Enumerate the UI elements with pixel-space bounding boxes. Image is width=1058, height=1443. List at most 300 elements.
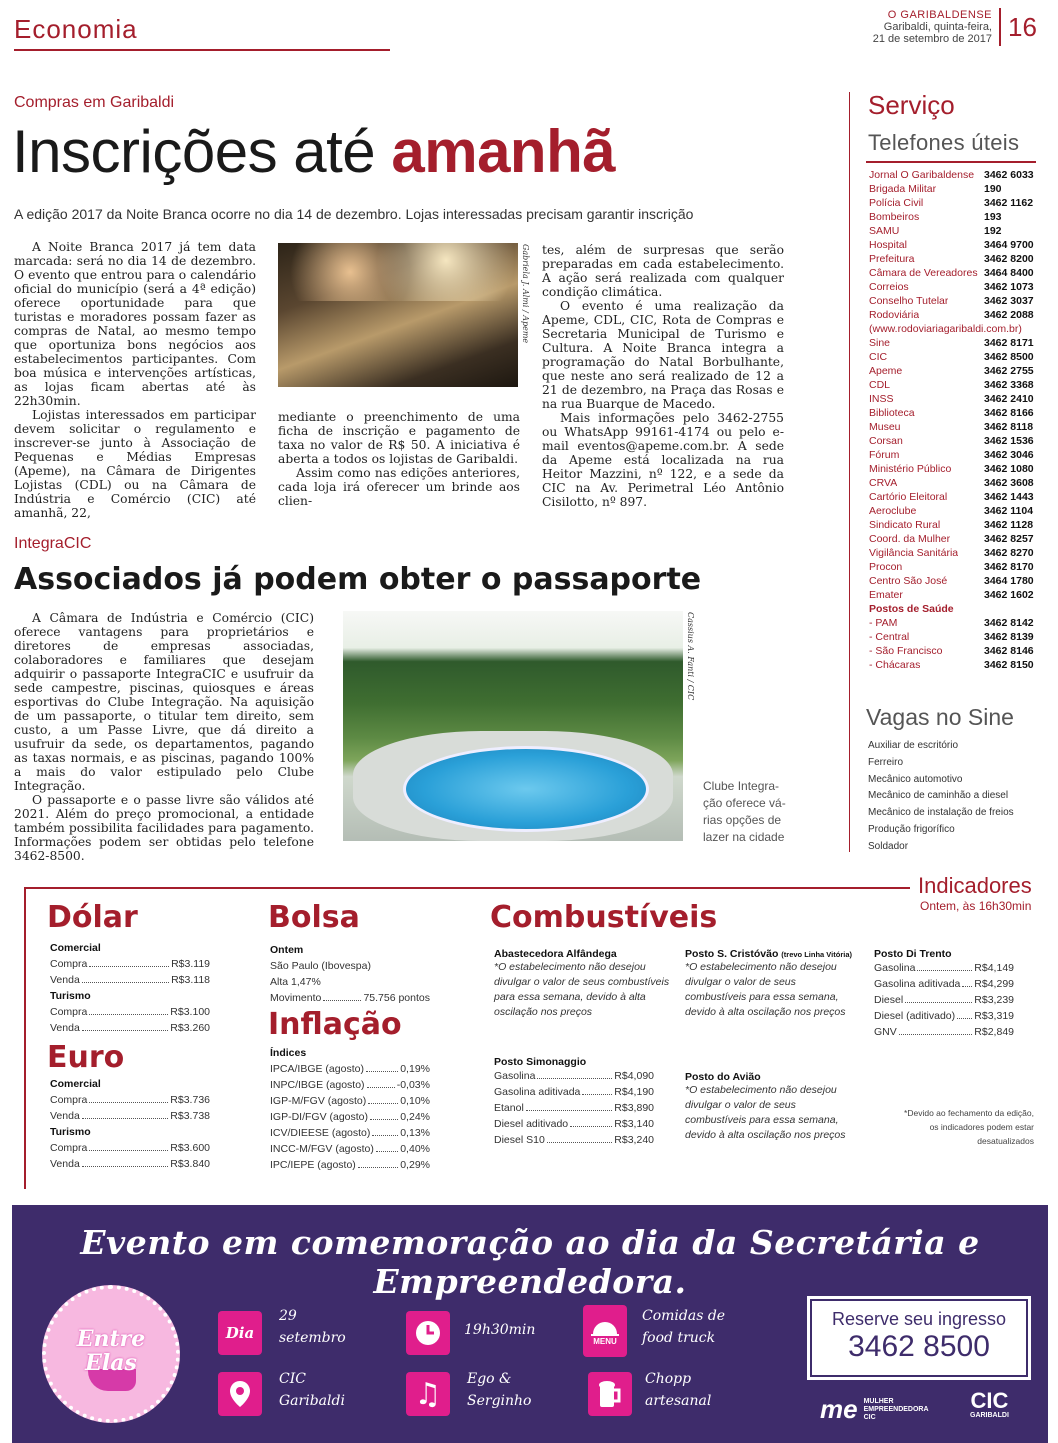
- row-dots: [89, 1093, 168, 1103]
- article-subhead: A edição 2017 da Noite Branca ocorre no dia 14 de dezembro. Lojas interessadas precisam garantir inscrição: [14, 206, 694, 222]
- bolsa-title: Bolsa: [268, 900, 360, 935]
- phone-row: [869, 644, 1044, 658]
- photo-credit: Gabriela J. Almi / Apeme: [521, 244, 530, 344]
- group-title: Comercial: [50, 1078, 101, 1090]
- phone-row: [869, 504, 1044, 518]
- row-dots: [82, 1157, 169, 1167]
- fuel-station-name: Posto Di Trento: [874, 948, 952, 960]
- row-label: Compra: [50, 1006, 88, 1018]
- service-subtitle: Telefones úteis: [868, 130, 1020, 155]
- phone-name: Apeme: [869, 365, 903, 377]
- service-divider: [849, 92, 850, 852]
- badge-text: [46, 1327, 176, 1375]
- phone-row: [869, 210, 1044, 224]
- phone-row: [869, 574, 1044, 588]
- ad-place: [279, 1368, 345, 1412]
- indicators-rule: [24, 887, 910, 889]
- vaga-item: Ferreiro: [868, 756, 904, 768]
- phone-name: Fórum: [869, 449, 900, 461]
- phone-number[interactable]: 3462 2755: [984, 365, 1034, 377]
- station-location: (trevo Linha Vitória): [781, 950, 852, 959]
- phone-name: Jornal O Garibaldense: [869, 169, 975, 181]
- menu-label: MENU: [593, 1336, 617, 1346]
- bolsa-movement-row: [270, 990, 430, 1006]
- caption-line: lazer na cidade: [703, 830, 785, 844]
- row-dots: [957, 1009, 972, 1019]
- value-row: [494, 1116, 654, 1132]
- article-column-2: [278, 410, 520, 508]
- row-value: R$3.100: [170, 1006, 210, 1018]
- phone-name: CIC: [869, 351, 888, 363]
- pin-glyph: [228, 1379, 252, 1409]
- value-row: [50, 1092, 210, 1108]
- phone-row: [869, 434, 1044, 448]
- row-label: Gasolina: [874, 962, 916, 974]
- value-row: [874, 976, 1014, 992]
- vaga-item: Soldador: [868, 840, 909, 852]
- cic-logo-sub: GARIBALDI: [970, 1412, 1009, 1419]
- indicators-subtitle: Ontem, às 16h30min: [920, 899, 1032, 913]
- inflacao-title: Inflação: [268, 1007, 402, 1042]
- row-dots: [367, 1078, 395, 1088]
- service-title: Serviço: [868, 90, 955, 120]
- phone-name: Prefeitura: [869, 253, 915, 265]
- dolar-table: [50, 940, 210, 1036]
- article-column-1: [14, 240, 256, 520]
- dolar-title: Dólar: [47, 900, 138, 935]
- fuel-station-name: Abastecedora Alfândega: [494, 948, 617, 960]
- inflacao-table: [270, 1045, 430, 1173]
- group-title: Turismo: [50, 1126, 91, 1138]
- phone-name: Bombeiros: [869, 211, 920, 223]
- logo-line: EMPREENDEDORA: [863, 1405, 929, 1413]
- row-value: 0,10%: [400, 1095, 430, 1107]
- row-dots: [372, 1126, 398, 1136]
- row-value: 0,40%: [400, 1143, 430, 1155]
- row-value: 0,24%: [400, 1111, 430, 1123]
- entre-elas-badge: [42, 1285, 180, 1423]
- beer-mug-icon: [588, 1372, 632, 1416]
- row-value: R$3.600: [170, 1142, 210, 1154]
- ad-drink: [645, 1368, 711, 1412]
- food-menu-icon: [583, 1305, 627, 1357]
- row-label: IPC/IEPE (agosto): [270, 1159, 356, 1171]
- fuel-aviao: [685, 1071, 855, 1143]
- article-kicker: Compras em Garibaldi: [14, 94, 175, 111]
- publication-info: [873, 9, 992, 45]
- food-line: food truck: [642, 1330, 716, 1346]
- row-value: R$3,140: [614, 1118, 654, 1130]
- row-value: R$3.260: [170, 1022, 210, 1034]
- value-row: [494, 1084, 654, 1100]
- phone-row: [869, 546, 1044, 560]
- caption-line: ção oferece vá-: [703, 796, 786, 810]
- phone-name: Postos de Saúde: [869, 603, 954, 615]
- row-dots: [905, 993, 972, 1003]
- badge-line: Entre: [76, 1326, 146, 1352]
- fuel-cristovao: [685, 948, 855, 1020]
- row-label: Venda: [50, 974, 80, 986]
- value-row: [494, 1100, 654, 1116]
- phone-number[interactable]: 3462 8200: [984, 253, 1034, 265]
- value-row: [494, 1132, 654, 1148]
- row-label: Gasolina aditivada: [874, 978, 961, 990]
- phone-name: - Central: [869, 631, 910, 643]
- fuel-note: *O estabelecimento não desejou divulgar o valor de seus combustíveis para essa semana, devido à alta oscilação nos preços: [685, 1084, 846, 1141]
- phone-row: [869, 560, 1044, 574]
- vaga-item: Mecânico automotivo: [868, 773, 963, 785]
- station-name: Posto S. Cristóvão: [685, 948, 779, 960]
- music-line: Serginho: [467, 1393, 532, 1409]
- fuel-price-table: [874, 960, 1014, 1040]
- phone-name: Emater: [869, 589, 903, 601]
- me-logo-mark: me: [820, 1394, 858, 1424]
- phone-row: [869, 406, 1044, 420]
- phone-name: Rodoviária: [869, 309, 920, 321]
- logo-line: MULHER: [863, 1397, 894, 1405]
- phone-row: [869, 420, 1044, 434]
- phone-list: [869, 168, 1044, 672]
- phone-number[interactable]: 3462 3368: [984, 379, 1034, 391]
- phone-row: [869, 532, 1044, 546]
- phone-name: Corsan: [869, 435, 903, 447]
- ad-music: [467, 1368, 531, 1412]
- phone-name: Brigada Militar: [869, 183, 937, 195]
- phone-row: [869, 224, 1044, 238]
- vagas-list: [868, 738, 1014, 856]
- phone-number[interactable]: 3462 1073: [984, 281, 1034, 293]
- reserve-ticket-box[interactable]: [810, 1299, 1028, 1377]
- phone-number[interactable]: 3462 8257: [984, 533, 1034, 545]
- phone-row: [869, 252, 1044, 266]
- row-label: Venda: [50, 1158, 80, 1170]
- phone-row: [869, 196, 1044, 210]
- phone-number[interactable]: 3462 8170: [984, 561, 1034, 573]
- phone-number[interactable]: 3464 8400: [984, 267, 1034, 279]
- phone-number[interactable]: 3462 8171: [984, 337, 1034, 349]
- drink-line: Chopp: [645, 1371, 692, 1387]
- phone-number[interactable]: 3462 1128: [984, 519, 1034, 531]
- phone-row: [869, 294, 1044, 308]
- caption-line: Clube Integra-: [703, 779, 780, 793]
- photo-credit-2: Cassius A. Fanti / CIC: [686, 612, 695, 701]
- phone-name: Correios: [869, 281, 909, 293]
- phone-row: [869, 602, 1044, 616]
- noite-branca-photo: [278, 243, 518, 387]
- paragraph: Lojistas interessados em participar devem solicitar o regulamento e inscrever-se junto à Associação de Pequenas e Médias Empresas (Apeme), na Câmara de Dirigentes Lojistas (CDL) ou na Câmara de Indústria e Comércio (CIC) até amanhã, 22,: [14, 408, 256, 520]
- phone-name: Ministério Público: [869, 463, 952, 475]
- mulher-empreendedora-logo: [820, 1394, 929, 1425]
- phone-number[interactable]: 192: [984, 225, 1002, 237]
- pool-water: [403, 746, 649, 832]
- euro-title: Euro: [47, 1040, 125, 1075]
- value-row: [270, 1093, 430, 1109]
- row-label: Venda: [50, 1110, 80, 1122]
- phone-row: [869, 322, 1044, 336]
- fuel-alfandega: [494, 948, 670, 1020]
- ad-date: [279, 1305, 346, 1349]
- caption-line: rias opções de: [703, 813, 782, 827]
- phone-number[interactable]: 3462 8270: [984, 547, 1034, 559]
- row-label: INCC-M/FGV (agosto): [270, 1143, 374, 1155]
- row-dots: [323, 991, 361, 1001]
- row-value: R$3.118: [171, 974, 210, 986]
- logo-line: CIC: [863, 1413, 876, 1421]
- row-label: Compra: [50, 958, 88, 970]
- service-rule: [866, 161, 1036, 163]
- phone-row: [869, 266, 1044, 280]
- music-glyph: ♫: [414, 1376, 442, 1412]
- fuel-station-name: [685, 948, 855, 960]
- phone-row: [869, 168, 1044, 182]
- value-row: [270, 1077, 430, 1093]
- header-rule: [14, 49, 390, 51]
- phone-name: Hospital: [869, 239, 907, 251]
- phone-number[interactable]: 3462 8150: [984, 659, 1034, 671]
- phone-number[interactable]: 190: [984, 183, 1002, 195]
- phone-name: Museu: [869, 421, 901, 433]
- phone-number[interactable]: 3462 2410: [984, 393, 1034, 405]
- phone-name: Vigilância Sanitária: [869, 547, 959, 559]
- music-line: Ego &: [467, 1371, 512, 1387]
- fuel-price-table: [494, 1068, 654, 1148]
- phone-name: (www.rodoviariagaribaldi.com.br): [869, 323, 1022, 335]
- row-label: Venda: [50, 1022, 80, 1034]
- phone-number[interactable]: 3462 1536: [984, 435, 1034, 447]
- paragraph: tes, além de surpresas que serão preparadas em cada estabelecimento. A ação será realizada com qualquer condição climática.: [542, 243, 784, 299]
- phone-number[interactable]: 3462 1104: [984, 505, 1034, 517]
- location-pin-icon: [218, 1372, 262, 1416]
- calendar-icon: [218, 1311, 262, 1355]
- group-title: Turismo: [50, 990, 91, 1002]
- date-line-1: Garibaldi, quinta-feira,: [883, 21, 992, 33]
- row-value: R$3.738: [170, 1110, 210, 1122]
- bolsa-line: São Paulo (Ibovespa): [270, 960, 371, 972]
- row-label: Compra: [50, 1094, 88, 1106]
- row-dots: [82, 1109, 169, 1119]
- row-dots: [82, 1021, 169, 1031]
- club-pool-photo: [343, 611, 683, 841]
- phone-number[interactable]: 3462 8166: [984, 407, 1034, 419]
- phone-row: [869, 630, 1044, 644]
- phone-number[interactable]: 3462 3037: [984, 295, 1034, 307]
- paragraph: O passaporte e o passe livre são válidos até 2021. Além do preço promocional, a entidade também possibilita facilidades para pagamento. Informações podem ser obtidas pelo telefone 3462-8500.: [14, 793, 314, 863]
- row-dots: [547, 1133, 613, 1143]
- page-number: 16: [1008, 12, 1037, 42]
- phone-name: Coord. da Mulher: [869, 533, 951, 545]
- phone-row: [869, 490, 1044, 504]
- row-label: GNV: [874, 1026, 897, 1038]
- fuel-ditrento: [874, 948, 1014, 1040]
- phone-row: [869, 378, 1044, 392]
- row-value: -0,03%: [396, 1079, 430, 1091]
- headline-part-1: Inscrições até: [12, 118, 392, 185]
- phone-number[interactable]: 3462 1602: [984, 589, 1034, 601]
- value-row: [50, 956, 210, 972]
- phone-row: [869, 616, 1044, 630]
- row-value: R$4,090: [614, 1070, 654, 1082]
- cloche-glyph: [590, 1317, 620, 1337]
- phone-row: [869, 476, 1044, 490]
- section-title: Economia: [14, 14, 138, 44]
- row-dots: [368, 1094, 398, 1104]
- phone-row: [869, 238, 1044, 252]
- music-note-icon: [406, 1372, 450, 1416]
- calendar-icon-label: Dia: [225, 1324, 255, 1342]
- phone-row: [869, 658, 1044, 672]
- phone-name: INSS: [869, 393, 894, 405]
- value-row: [874, 1008, 1014, 1024]
- row-value: R$3.736: [170, 1094, 210, 1106]
- bolsa-table: [270, 942, 430, 1006]
- phone-number[interactable]: 3462 3608: [984, 477, 1034, 489]
- article2-headline: Associados já podem obter o passaporte: [14, 562, 702, 597]
- bolsa-line: Alta 1,47%: [270, 976, 321, 988]
- row-dots: [899, 1025, 973, 1035]
- phone-name: - Chácaras: [869, 659, 921, 671]
- phone-name: Procon: [869, 561, 903, 573]
- fuel-note: *O estabelecimento não desejou divulgar o valor de seus combustíveis para essa semana, devido à alta oscilação nos preços: [494, 961, 670, 1018]
- photo-lights: [278, 243, 518, 301]
- photo-caption: [703, 778, 786, 846]
- row-dots: [89, 957, 169, 967]
- article-column-3: [542, 243, 784, 509]
- phone-name: - PAM: [869, 617, 898, 629]
- phone-number[interactable]: 3462 2088: [984, 309, 1034, 321]
- phone-number[interactable]: 3462 6033: [984, 169, 1034, 181]
- ad-food: [642, 1305, 725, 1349]
- drink-line: artesanal: [645, 1393, 712, 1409]
- vaga-item: Mecânico de caminhão a diesel: [868, 790, 1009, 802]
- euro-table: [50, 1076, 210, 1172]
- row-label: ICV/DIEESE (agosto): [270, 1127, 371, 1139]
- ad-title: Evento em comemoração ao dia da Secretária e Empreendedora.: [80, 1223, 980, 1301]
- phone-number[interactable]: 3462 3046: [984, 449, 1034, 461]
- phone-number[interactable]: 3462 1443: [984, 491, 1034, 503]
- article-headline: [12, 120, 615, 184]
- row-label: Movimento: [270, 992, 322, 1004]
- paragraph: Assim como nas edições anteriores, cada loja irá oferecer um brinde aos clien-: [278, 466, 520, 508]
- fuel-station-name: Posto do Avião: [685, 1071, 761, 1083]
- row-value: R$3.840: [170, 1158, 210, 1170]
- phone-number[interactable]: 3462 8139: [984, 631, 1034, 643]
- row-value: R$3,239: [974, 994, 1014, 1006]
- value-row: [270, 1061, 430, 1077]
- vaga-item: Mecânico de instalação de freios: [868, 807, 1014, 819]
- phone-number[interactable]: 3462 8118: [984, 421, 1034, 433]
- mug-glyph: [597, 1379, 623, 1409]
- phone-name: Câmara de Vereadores: [869, 267, 978, 279]
- place-line: CIC: [279, 1371, 306, 1387]
- place-line: Garibaldi: [279, 1393, 345, 1409]
- article2-body: [14, 611, 314, 863]
- phone-number[interactable]: 3464 1780: [984, 575, 1034, 587]
- row-dots: [582, 1085, 612, 1095]
- phone-name: Sine: [869, 337, 891, 349]
- row-dots: [917, 961, 972, 971]
- row-dots: [358, 1158, 398, 1168]
- row-value: R$3,319: [974, 1010, 1014, 1022]
- row-label: Gasolina aditivada: [494, 1086, 581, 1098]
- indicators-footnote: *Devido ao fechamento da edição, os indicadores podem estar desatualizados: [904, 1108, 1034, 1146]
- row-label: Compra: [50, 1142, 88, 1154]
- phone-name: Conselho Tutelar: [869, 295, 949, 307]
- value-row: [50, 1156, 210, 1172]
- phone-name: Aeroclube: [869, 505, 917, 517]
- phone-row: [869, 448, 1044, 462]
- value-row: [270, 1109, 430, 1125]
- row-value: R$4,190: [614, 1086, 654, 1098]
- row-dots: [370, 1110, 398, 1120]
- reserve-phone[interactable]: 3462 8500: [848, 1330, 990, 1363]
- headline-part-2: amanhã: [391, 118, 616, 185]
- row-value: R$3,240: [614, 1134, 654, 1146]
- value-row: [270, 1141, 430, 1157]
- phone-number[interactable]: 193: [984, 211, 1002, 223]
- value-row: [270, 1157, 430, 1173]
- phone-row: [869, 350, 1044, 364]
- row-dots: [376, 1142, 398, 1152]
- row-label: Etanol: [494, 1102, 524, 1114]
- phone-name: Polícia Civil: [869, 197, 924, 209]
- phone-number[interactable]: 3462 1080: [984, 463, 1034, 475]
- vaga-item: Auxiliar de escritório: [868, 740, 959, 751]
- row-dots: [89, 1141, 168, 1151]
- paragraph: A Câmara de Indústria e Comércio (CIC) oferece vantagens para proprietários e diretores de empresas associadas, colaboradores e familiares que desejam adquirir o passaporte IntegraCIC e usufruir da sede campestre, piscinas, quiosques e áreas esportivas do Clube Integração. Na aquisição de um passaporte, o titular tem direito, sem custo, a um Passe Livre, que dá direito a usufruir da sede, os departamentos, pagando as taxas normais, e as piscinas, pagando 100% a mais do valor estipulado pelo Clube Integração.: [14, 611, 314, 793]
- publication-name: O GARIBALDENSE: [887, 9, 992, 21]
- vagas-title: Vagas no Sine: [866, 704, 1014, 730]
- paragraph: mediante o preenchimento de uma ficha de inscrição e pagamento de taxa no valor de R$ 50. A iniciativa é aberta a todos os lojistas de Garibaldi.: [278, 410, 520, 466]
- row-value: R$2,849: [974, 1026, 1014, 1038]
- value-row: [874, 960, 1014, 976]
- row-dots: [366, 1062, 398, 1072]
- phone-row: [869, 518, 1044, 532]
- combustiveis-title: Combustíveis: [490, 900, 718, 935]
- reserve-label: Reserve seu ingresso: [831, 1309, 1007, 1329]
- row-value: R$3.119: [171, 958, 210, 970]
- row-label: Diesel: [874, 994, 904, 1006]
- row-value: 75.756 pontos: [363, 992, 430, 1004]
- group-title: Comercial: [50, 942, 101, 954]
- fuel-note: *O estabelecimento não desejou divulgar o valor de seus combustíveis para essa semana, devido à alta oscilação nos preços: [685, 961, 846, 1018]
- row-value: R$3,890: [614, 1102, 654, 1114]
- row-dots: [570, 1117, 612, 1127]
- row-dots: [89, 1005, 168, 1015]
- value-row: [50, 1020, 210, 1036]
- value-row: [50, 1108, 210, 1124]
- row-value: 0,19%: [400, 1063, 430, 1075]
- group-title: Índices: [270, 1047, 307, 1059]
- phone-name: CDL: [869, 379, 891, 391]
- food-line: Comidas de: [642, 1308, 726, 1324]
- phone-number[interactable]: 3462 1162: [984, 197, 1034, 209]
- row-dots: [526, 1101, 613, 1111]
- fuel-station-name: Posto Simonaggio: [494, 1056, 587, 1068]
- row-label: IPCA/IBGE (agosto): [270, 1063, 364, 1075]
- row-dots: [962, 977, 972, 987]
- phone-number[interactable]: 3462 8500: [984, 351, 1034, 363]
- phone-number[interactable]: 3464 9700: [984, 239, 1034, 251]
- phone-number[interactable]: 3462 8146: [984, 645, 1034, 657]
- indicators-title: Indicadores: [918, 873, 1032, 898]
- phone-name: CRVA: [869, 477, 898, 489]
- phone-name: Centro São José: [869, 575, 948, 587]
- paragraph: Mais informações pelo 3462-2755 ou WhatsApp 99161-4174 ou pelo e-mail eventos@apeme.com.br. A sede da Apeme está localizada na rua Heitor Mazzini, nº 122, e a sede da CIC na Av. Perimetral Léo Antônio Cisilotto, nº 897.: [542, 411, 784, 509]
- phone-number[interactable]: 3462 8142: [984, 617, 1034, 629]
- value-row: [50, 972, 210, 988]
- row-dots: [82, 973, 169, 983]
- phone-row: [869, 280, 1044, 294]
